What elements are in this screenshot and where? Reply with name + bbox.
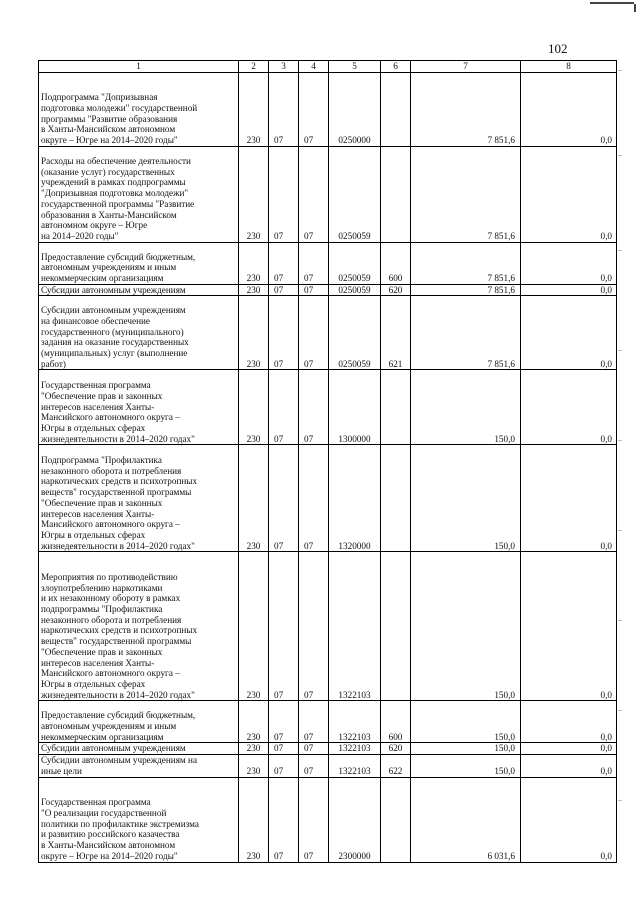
ministry-code: 230: [239, 296, 269, 370]
row-description: Субсидии автономным учреждениям на иные цели: [39, 755, 239, 777]
table-row: [39, 296, 617, 370]
section-code: 07: [269, 445, 299, 552]
page-number: 102: [548, 41, 568, 56]
amount-2015: 7 851,6: [411, 296, 521, 370]
table-row: [39, 146, 617, 242]
subsection-code: 07: [299, 284, 329, 296]
ministry-code: 230: [239, 445, 269, 552]
amount-2016: 0,0: [521, 755, 617, 777]
target-article-code: 1322103: [329, 755, 381, 777]
header-cell: 3: [269, 61, 299, 73]
expense-type-code: 621: [381, 296, 411, 370]
table-row: [39, 370, 617, 445]
row-description: Расходы на обеспечение деятельности (оказание услуг) государственных учреждений в рамках подпрограммы "Допризывная подготовка молодежи" государственной программы "Развитие образования в Ханты-Мансийском автономном округе – Югре на 2014–2020 годы": [39, 146, 239, 242]
amount-2015: 150,0: [411, 370, 521, 445]
header-row: [39, 61, 617, 73]
target-article-code: 1300000: [329, 370, 381, 445]
table-row: [39, 777, 617, 862]
expense-type-code: [381, 72, 411, 146]
subsection-code: 07: [299, 370, 329, 445]
amount-2016: 0,0: [521, 146, 617, 242]
subsection-code: 07: [299, 296, 329, 370]
amount-2016: 0,0: [521, 296, 617, 370]
row-description: Субсидии автономным учреждениям на финансовое обеспечение государственного (муниципального) задания на оказание государственных (муниципальных) услуг (выполнение работ): [39, 296, 239, 370]
header-cell: 5: [329, 61, 381, 73]
ministry-code: 230: [239, 146, 269, 242]
scan-margin-marks: [618, 60, 628, 880]
section-code: 07: [269, 296, 299, 370]
amount-2015: 150,0: [411, 755, 521, 777]
table-row: [39, 755, 617, 777]
expense-type-code: [381, 146, 411, 242]
expense-type-code: 620: [381, 284, 411, 296]
target-article-code: 0250000: [329, 72, 381, 146]
row-description: Государственная программа "Обеспечение прав и законных интересов населения Ханты- Мансийского автономного округа – Югры в отдельных сферах жизнедеятельности в 2014–2020 годах": [39, 370, 239, 445]
subsection-code: 07: [299, 552, 329, 701]
table-row: [39, 743, 617, 755]
target-article-code: 2300000: [329, 777, 381, 862]
row-description: Подпрограмма "Допризывная подготовка молодежи" государственной программы "Развитие образования в Ханты-Мансийском автономном округе – Югре на 2014–2020 годы": [39, 72, 239, 146]
amount-2016: 0,0: [521, 72, 617, 146]
target-article-code: 1322103: [329, 552, 381, 701]
ministry-code: 230: [239, 701, 269, 743]
subsection-code: 07: [299, 777, 329, 862]
expense-type-code: 600: [381, 701, 411, 743]
table-row: [39, 284, 617, 296]
row-description: Подпрограмма "Профилактика незаконного оборота и потребления наркотических средств и психотропных веществ" государственной программы "Обеспечение прав и законных интересов населения Ханты- Мансийского автономного округа – Югры в отдельных сферах жизнедеятельности в 2014–2020 годах": [39, 445, 239, 552]
target-article-code: 0250059: [329, 242, 381, 284]
amount-2015: 150,0: [411, 743, 521, 755]
table-row: [39, 445, 617, 552]
amount-2016: 0,0: [521, 701, 617, 743]
subsection-code: 07: [299, 701, 329, 743]
header-cell: 8: [521, 61, 617, 73]
amount-2016: 0,0: [521, 552, 617, 701]
ministry-code: 230: [239, 777, 269, 862]
amount-2015: 7 851,6: [411, 242, 521, 284]
row-description: Субсидии автономным учреждениям: [39, 284, 239, 296]
section-code: 07: [269, 755, 299, 777]
subsection-code: 07: [299, 242, 329, 284]
ministry-code: 230: [239, 370, 269, 445]
table-row: [39, 701, 617, 743]
section-code: 07: [269, 701, 299, 743]
subsection-code: 07: [299, 445, 329, 552]
header-cell: 6: [381, 61, 411, 73]
section-code: 07: [269, 72, 299, 146]
amount-2015: 150,0: [411, 552, 521, 701]
expense-type-code: [381, 777, 411, 862]
target-article-code: 0250059: [329, 146, 381, 242]
section-code: 07: [269, 743, 299, 755]
expense-type-code: 622: [381, 755, 411, 777]
subsection-code: 07: [299, 743, 329, 755]
amount-2015: 6 031,6: [411, 777, 521, 862]
ministry-code: 230: [239, 755, 269, 777]
amount-2016: 0,0: [521, 445, 617, 552]
row-description: Мероприятия по противодействию злоупотреблению наркотиками и их незаконному обороту в рамках подпрограммы "Профилактика незаконного оборота и потребления наркотических средств и психотропных веществ" государственной программы "Обеспечение прав и законных интересов населения Ханты- Мансийского автономного округа – Югры в отдельных сферах жизнедеятельности в 2014–2020 годах": [39, 552, 239, 701]
section-code: 07: [269, 552, 299, 701]
amount-2015: 150,0: [411, 701, 521, 743]
header-cell: 7: [411, 61, 521, 73]
row-description: Предоставление субсидий бюджетным, автономным учреждениям и иным некоммерческим организациям: [39, 242, 239, 284]
section-code: 07: [269, 370, 299, 445]
section-code: 07: [269, 146, 299, 242]
row-description: Субсидии автономным учреждениям: [39, 743, 239, 755]
header-cell: 4: [299, 61, 329, 73]
ministry-code: 230: [239, 743, 269, 755]
amount-2016: 0,0: [521, 242, 617, 284]
expense-type-code: [381, 445, 411, 552]
amount-2015: 150,0: [411, 445, 521, 552]
expense-type-code: [381, 552, 411, 701]
target-article-code: 1322103: [329, 743, 381, 755]
header-cell: 1: [39, 61, 239, 73]
header-cell: 2: [239, 61, 269, 73]
scan-edge-line: [590, 2, 634, 4]
target-article-code: 0250059: [329, 296, 381, 370]
target-article-code: 1320000: [329, 445, 381, 552]
table-row: [39, 242, 617, 284]
amount-2016: 0,0: [521, 370, 617, 445]
expense-type-code: 600: [381, 242, 411, 284]
amount-2015: 7 851,6: [411, 72, 521, 146]
ministry-code: 230: [239, 284, 269, 296]
subsection-code: 07: [299, 146, 329, 242]
amount-2015: 7 851,6: [411, 284, 521, 296]
budget-table: [38, 60, 617, 863]
table-row: [39, 72, 617, 146]
section-code: 07: [269, 777, 299, 862]
amount-2016: 0,0: [521, 284, 617, 296]
target-article-code: 0250059: [329, 284, 381, 296]
section-code: 07: [269, 242, 299, 284]
expense-type-code: 620: [381, 743, 411, 755]
ministry-code: 230: [239, 72, 269, 146]
ministry-code: 230: [239, 242, 269, 284]
section-code: 07: [269, 284, 299, 296]
table-row: [39, 552, 617, 701]
expense-type-code: [381, 370, 411, 445]
row-description: Предоставление субсидий бюджетным, автономным учреждениям и иным некоммерческим организациям: [39, 701, 239, 743]
amount-2015: 7 851,6: [411, 146, 521, 242]
amount-2016: 0,0: [521, 777, 617, 862]
ministry-code: 230: [239, 552, 269, 701]
row-description: Государственная программа "О реализации государственной политики по профилактике экстремизма и развитию российского казачества в Ханты-Мансийском автономном округе – Югре на 2014–2020 годы": [39, 777, 239, 862]
target-article-code: 1322103: [329, 701, 381, 743]
amount-2016: 0,0: [521, 743, 617, 755]
scan-edge-mark: [634, 4, 636, 12]
subsection-code: 07: [299, 72, 329, 146]
subsection-code: 07: [299, 755, 329, 777]
